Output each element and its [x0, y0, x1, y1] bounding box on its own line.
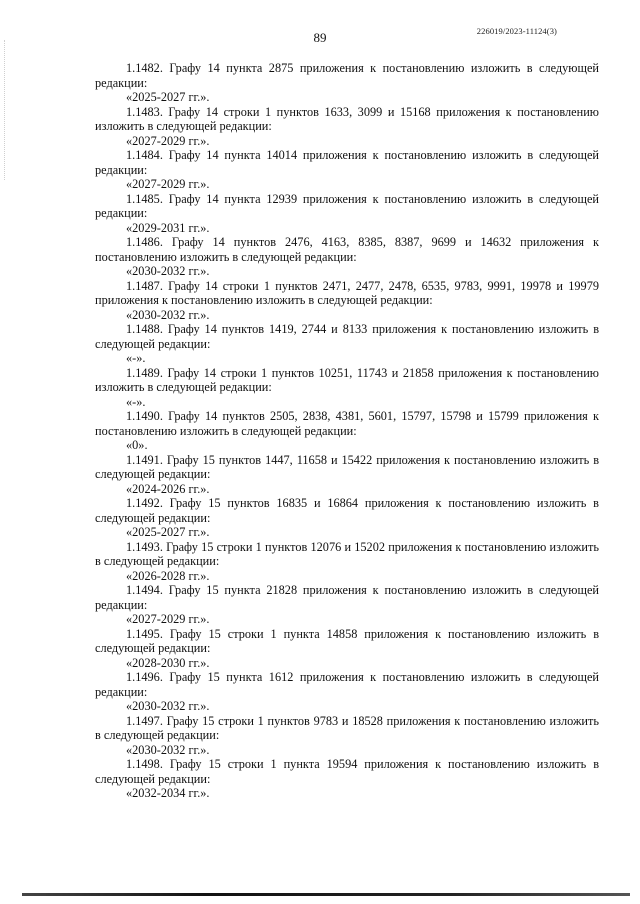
- amendment-value: «2027-2029 гг.».: [126, 177, 210, 191]
- amendment-item: 1.1482. Графу 14 пункта 2875 приложения к постановлению изложить в следующей редакции:: [95, 61, 599, 90]
- amendment-item: 1.1485. Графу 14 пункта 12939 приложения к постановлению изложить в следующей редакции:: [95, 191, 599, 220]
- amendment-item: 1.1491. Графу 15 пунктов 1447, 11658 и 15422 приложения к постановлению изложить в следующей редакции:: [95, 452, 599, 481]
- amendment-item: 1.1496. Графу 15 пункта 1612 приложения к постановлению изложить в следующей редакции:: [95, 670, 599, 699]
- amendment-item: 1.1489. Графу 14 строки 1 пунктов 10251, 11743 и 21858 приложения к постановлению изложить в следующей редакции:: [95, 365, 599, 394]
- amendment-item: 1.1497. Графу 15 строки 1 пунктов 9783 и 18528 приложения к постановлению изложить в следующей редакции:: [95, 713, 599, 742]
- page-number: 89: [313, 30, 327, 45]
- amendment-item: 1.1483. Графу 14 строки 1 пунктов 1633, 3099 и 15168 приложения к постановлению изложить в следующей редакции:: [95, 104, 599, 133]
- amendment-item: 1.1487. Графу 14 строки 1 пунктов 2471, 2477, 2478, 6535, 9783, 9991, 19978 и 19979 приложения к постановлению изложить в следующей редакции:: [95, 278, 599, 307]
- scan-edge-line: [22, 893, 630, 896]
- amendment-value: «2030-2032 гг.».: [126, 742, 210, 757]
- amendment-value: «-».: [126, 394, 146, 409]
- amendment-item: 1.1492. Графу 15 пунктов 16835 и 16864 приложения к постановлению изложить в следующей редакции:: [95, 496, 599, 525]
- amendment-value: «2029-2031 гг.».: [126, 220, 210, 235]
- amendment-value: «2030-2032 гг.».: [126, 264, 210, 278]
- document-body: [95, 61, 599, 801]
- amendment-value: «-».: [126, 351, 146, 365]
- amendment-value: «2027-2029 гг.».: [126, 612, 210, 626]
- amendment-value: «0».: [126, 438, 148, 452]
- scan-margin-marks: [4, 40, 7, 180]
- amendment-value: «2025-2027 гг.».: [126, 525, 210, 539]
- amendment-item: 1.1495. Графу 15 строки 1 пункта 14858 приложения к постановлению изложить в следующей редакции:: [95, 626, 599, 655]
- amendment-item: 1.1484. Графу 14 пункта 14014 приложения к постановлению изложить в следующей редакции:: [95, 148, 599, 177]
- amendment-item: 1.1493. Графу 15 строки 1 пунктов 12076 и 15202 приложения к постановлению изложить в следующей редакции:: [95, 539, 599, 568]
- amendment-value: «2028-2030 гг.».: [126, 655, 210, 670]
- amendment-value: «2026-2028 гг.».: [126, 568, 210, 583]
- amendment-item: 1.1494. Графу 15 пункта 21828 приложения к постановлению изложить в следующей редакции:: [95, 583, 599, 612]
- amendment-value: «2030-2032 гг.».: [126, 307, 210, 322]
- document-registration-code: 226019/2023-11124(3): [476, 26, 557, 36]
- amendment-item: 1.1498. Графу 15 строки 1 пункта 19594 приложения к постановлению изложить в следующей редакции:: [95, 757, 599, 786]
- amendment-value: «2027-2029 гг.».: [126, 133, 210, 148]
- amendment-value: «2032-2034 гг.».: [126, 786, 210, 800]
- amendment-item: 1.1490. Графу 14 пунктов 2505, 2838, 4381, 5601, 15797, 15798 и 15799 приложения к постановлению изложить в следующей редакции:: [95, 409, 599, 438]
- amendment-value: «2030-2032 гг.».: [126, 699, 210, 713]
- amendment-item: 1.1486. Графу 14 пунктов 2476, 4163, 8385, 8387, 9699 и 14632 приложения к постановлению изложить в следующей редакции:: [95, 235, 599, 264]
- amendment-item: 1.1488. Графу 14 пунктов 1419, 2744 и 8133 приложения к постановлению изложить в следующей редакции:: [95, 322, 599, 351]
- amendment-value: «2024-2026 гг.».: [126, 481, 210, 496]
- amendment-value: «2025-2027 гг.».: [126, 90, 210, 104]
